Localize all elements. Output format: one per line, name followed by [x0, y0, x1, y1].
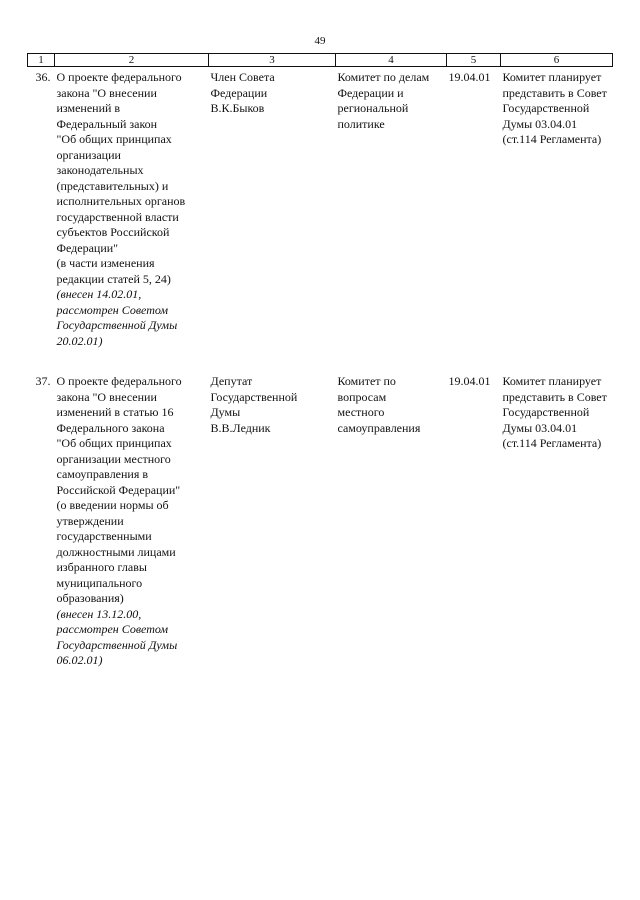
bill-title-line: (о введении нормы об: [56, 498, 169, 512]
bill-title-line: муниципального: [56, 575, 143, 590]
bill-title-line: редакции статей 5, 24): [56, 271, 171, 286]
bill-title-line: "Об общих принципах: [56, 132, 172, 146]
bill-title-line: изменений в: [56, 101, 121, 115]
bill-title-line: государственной власти: [56, 209, 179, 224]
bill-title-cell: [55, 371, 209, 691]
bill-title-line: Российской Федерации": [56, 482, 181, 497]
committee-line: политике: [337, 116, 385, 131]
committee-line: самоуправления: [337, 420, 421, 435]
bill-title-line: закона "О внесении: [56, 85, 157, 100]
bill-title-line: организации местного: [56, 451, 171, 466]
status-line: Государственной: [502, 405, 590, 419]
date-cell: 19.04.01: [448, 374, 491, 388]
bill-title-line: самоуправления в: [56, 467, 149, 481]
bill-title-line: избранного главы: [56, 560, 147, 574]
bill-title-line: государственными: [56, 529, 152, 543]
committee-line: местного: [337, 405, 385, 419]
bill-title-line: образования): [56, 591, 124, 605]
bill-title-line: Федерального закона: [56, 420, 165, 435]
status-cell: [501, 67, 613, 372]
page-number: 49: [314, 35, 326, 47]
bill-title-line: Федеральный закон: [56, 116, 158, 131]
column-number: 1: [28, 54, 55, 67]
bill-note-line: 20.02.01): [56, 333, 103, 348]
bill-title-line: О проекте федерального: [56, 70, 182, 84]
bill-title-line: (представительных) и: [56, 178, 169, 193]
bill-note-line: Государственной Думы: [56, 318, 178, 332]
author-line: В.К.Быков: [210, 101, 265, 115]
author-cell: [209, 371, 336, 691]
column-number-header: [28, 54, 613, 67]
bill-title-line: субъектов Российской: [56, 225, 170, 239]
bill-title-line: исполнительных органов: [56, 194, 186, 208]
row-number: 36.: [35, 70, 51, 84]
status-line: Думы 03.04.01: [502, 116, 578, 131]
bill-note-line: рассмотрен Советом: [56, 622, 169, 636]
status-line: представить в Совет: [502, 389, 607, 404]
table-row: [28, 67, 613, 372]
status-line: Думы 03.04.01: [502, 420, 578, 435]
committee-line: Комитет по делам: [337, 70, 430, 84]
author-line: Федерации: [210, 85, 268, 100]
bill-title-line: "Об общих принципах: [56, 436, 172, 450]
bill-note-line: (внесен 14.02.01,: [56, 287, 142, 301]
column-number: 4: [336, 54, 447, 67]
bill-title-line: закона "О внесении: [56, 389, 157, 404]
bill-title-line: О проекте федерального: [56, 374, 182, 388]
bill-title-line: Федерации": [56, 240, 119, 255]
bill-title-line: организации: [56, 147, 121, 162]
committee-line: Федерации и: [337, 85, 404, 100]
committee-line: региональной: [337, 101, 409, 115]
row-number: 37.: [35, 374, 51, 388]
column-number: 5: [447, 54, 501, 67]
bill-title-line: утверждении: [56, 513, 124, 528]
bills-table: [27, 53, 613, 691]
committee-line: вопросам: [337, 389, 387, 404]
bill-title-line: изменений в статью 16: [56, 405, 174, 419]
bill-title-line: законодательных: [56, 163, 144, 177]
bill-note-line: 06.02.01): [56, 653, 103, 667]
bill-note-line: рассмотрен Советом: [56, 302, 169, 317]
table-row: [28, 371, 613, 691]
date-cell: 19.04.01: [448, 70, 491, 84]
bill-note-line: (внесен 13.12.00,: [56, 606, 142, 621]
table-body: [28, 67, 613, 691]
committee-cell: [336, 371, 447, 691]
author-line: В.В.Ледник: [210, 420, 271, 435]
status-line: представить в Совет: [502, 85, 607, 100]
bill-title-line: должностными лицами: [56, 544, 176, 559]
status-line: (ст.114 Регламента): [502, 436, 602, 450]
author-line: Член Совета: [210, 70, 275, 84]
column-number: 2: [55, 54, 209, 67]
status-line: Комитет планирует: [502, 70, 602, 84]
status-line: Комитет планирует: [502, 374, 602, 388]
status-cell: [501, 371, 613, 691]
author-cell: [209, 67, 336, 372]
column-number: 3: [209, 54, 336, 67]
bill-title-cell: [55, 67, 209, 372]
bill-note-line: Государственной Думы: [56, 637, 178, 652]
author-line: Депутат: [210, 374, 253, 388]
committee-cell: [336, 67, 447, 372]
committee-line: Комитет по: [337, 374, 396, 388]
column-number: 6: [501, 54, 613, 67]
bill-title-line: (в части изменения: [56, 256, 155, 270]
author-line: Государственной: [210, 389, 298, 404]
status-line: (ст.114 Регламента): [502, 132, 602, 146]
author-line: Думы: [210, 405, 241, 419]
status-line: Государственной: [502, 101, 590, 115]
